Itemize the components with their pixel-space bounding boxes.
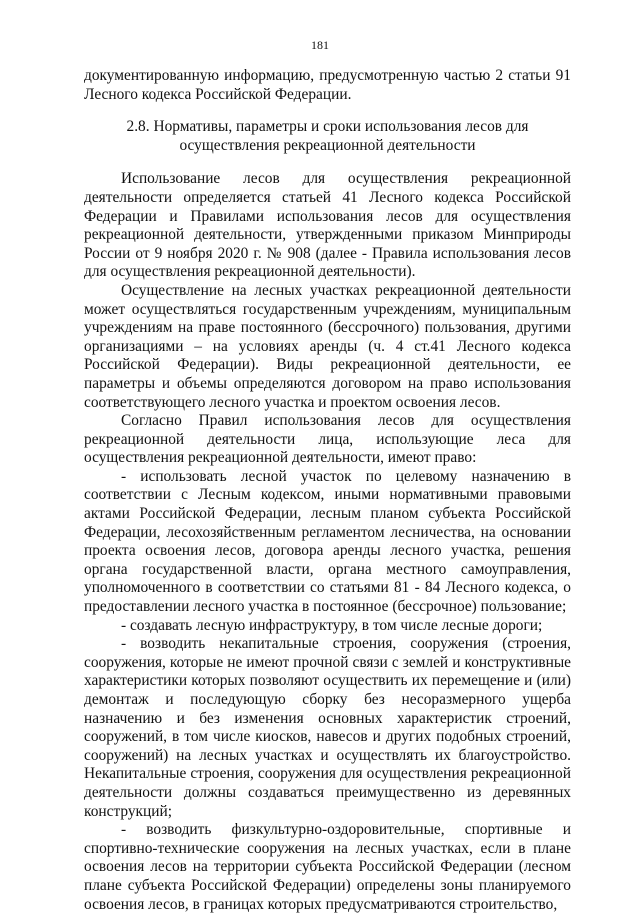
list-item: - использовать лесной участок по целевому назначению в соответствии с Лесным кодексом, иными нормативными правовыми актами Российской Федерации, лесным планом субъекта Российской Федерации, лесохозяйственным регламентом лесничества, на основании проекта освоения лесов, договора аренды лесного участка, решения органа государственной власти, органа местного самоуправления, уполномоченного в соответствии со статьями 81 - 84 Лесного кодекса, о предоставлении лесного участка в постоянное (бессрочное) пользование; bbox=[84, 467, 571, 616]
page-body bbox=[84, 67, 571, 914]
list-item: - возводить физкультурно-оздоровительные, спортивные и спортивно-технические сооружения на лесных участках, если в плане освоения лесов на территории субъекта Российской Федерации (лесном плане субъекта Российской Федерации) определены зоны планируемого освоения лесов, в границах которых предусматриваются строительство, bbox=[84, 821, 571, 913]
paragraph: Использование лесов для осуществления рекреационной деятельности определяется статьей 41 Лесного кодекса Российской Федерации и Правилами использования лесов для осуществления рекреационной деятельности, утвержденными приказом Минприроды России от 9 ноября 2020 г. № 908 (далее - Правила использования лесов для осуществления рекреационной деятельности). bbox=[84, 170, 571, 281]
paragraph: Согласно Правил использования лесов для осуществления рекреационной деятельности лица, использующие леса для осуществления рекреационной деятельности, имеют право: bbox=[84, 412, 571, 467]
paragraph: Осуществление на лесных участках рекреационной деятельности может осуществляться государственным учреждениям, муниципальным учреждениям на праве постоянного (бессрочного) пользования, другими организациями – на условиях аренды (ч. 4 ст.41 Лесного кодекса Российской Федерации). Виды рекреационной деятельности, ее параметры и объемы определяются договором на право использования соответствующего лесного участка и проектом освоения лесов. bbox=[84, 281, 571, 411]
list-item: - создавать лесную инфраструктуру, в том числе лесные дороги; bbox=[121, 616, 543, 634]
paragraph-continued: документированную информацию, предусмотренную частью 2 статьи 91 Лесного кодекса Российской Федерации. bbox=[84, 67, 571, 103]
list-item: - возводить некапитальные строения, сооружения (строения, сооружения, которые не имеют прочной связи с землей и конструктивные характеристики которых позволяют осуществить их перемещение и (или) демонтаж и последующую сборку без несоразмерного ущерба назначению и без изменения основных характеристик строений, сооружений, в том числе киосков, навесов и других подобных строений, сооружений) на лесных участках и осуществлять их благоустройство. Некапитальные строения, сооружения для осуществления рекреационной деятельности должны создаваться преимущественно из деревянных конструкций; bbox=[84, 635, 571, 820]
section-heading: 2.8. Нормативы, параметры и сроки использования лесов для осуществления рекреационной деятельности bbox=[126, 118, 529, 154]
page-number: 181 bbox=[311, 38, 329, 52]
